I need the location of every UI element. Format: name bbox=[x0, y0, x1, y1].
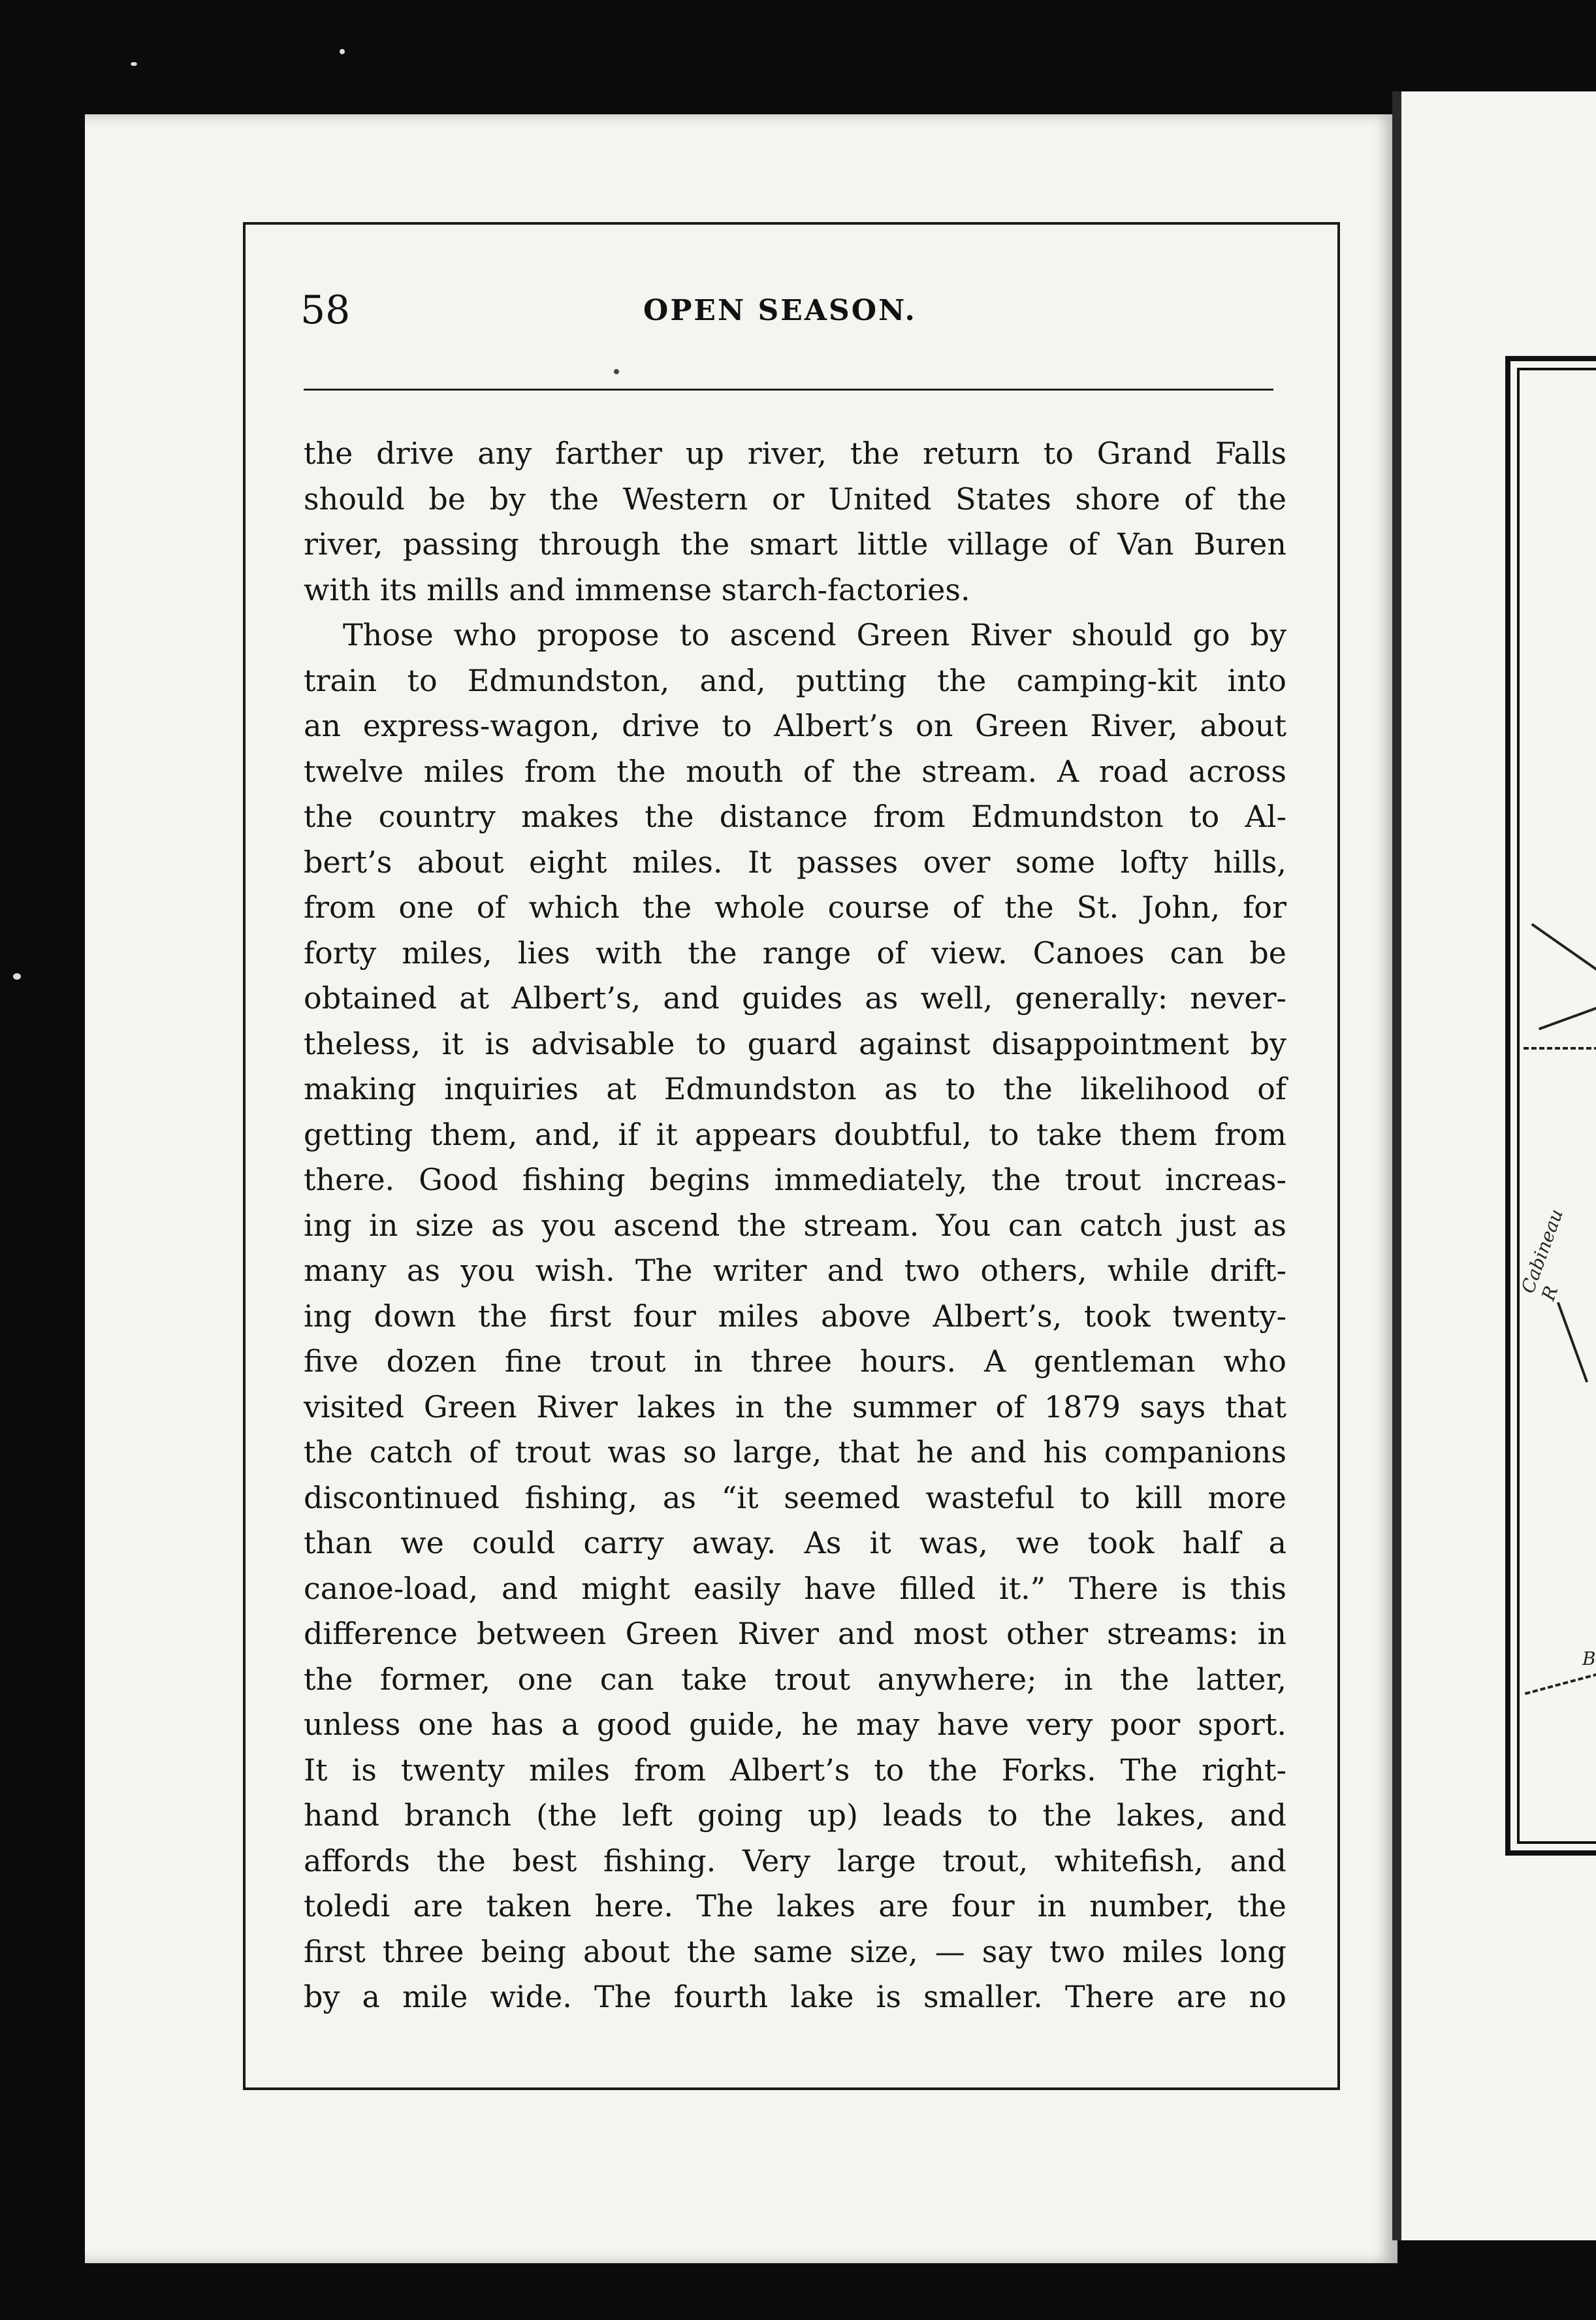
text-line: unless one has a good guide, he may have very poor sport. bbox=[304, 1707, 1286, 1742]
page-header bbox=[300, 287, 1286, 340]
text-line: five dozen fine trout in three hours. A gentleman who bbox=[304, 1344, 1286, 1379]
text-line: first three being about the same size, — say two miles long bbox=[304, 1933, 1286, 1969]
map-river-line bbox=[1539, 1001, 1596, 1031]
text-line: visited Green River lakes in the summer of 1879 says that bbox=[304, 1389, 1286, 1425]
text-line: many as you wish. The writer and two others, while drift- bbox=[304, 1253, 1286, 1288]
header-rule bbox=[304, 389, 1273, 391]
text-line: the former, one can take trout anywhere; in the latter, bbox=[304, 1661, 1286, 1697]
text-line: an express-wagon, drive to Albert’s on Green River, about bbox=[304, 708, 1286, 743]
map-label-b: B bbox=[1582, 1648, 1596, 1669]
body-text bbox=[304, 431, 1286, 2020]
text-line: the country makes the distance from Edmundston to Al- bbox=[304, 799, 1286, 834]
text-line: hand branch (the left going up) leads to the lakes, and bbox=[304, 1797, 1286, 1833]
text-line: the drive any farther up river, the return to Grand Falls bbox=[304, 436, 1286, 471]
scan-speck bbox=[340, 49, 345, 54]
text-line: It is twenty miles from Albert’s to the Forks. The right- bbox=[304, 1752, 1286, 1788]
text-line: from one of which the whole course of the St. John, for bbox=[304, 890, 1286, 925]
text-line: Those who propose to ascend Green River should go by bbox=[343, 617, 1286, 652]
text-line: ing in size as you ascend the stream. You can catch just as bbox=[304, 1207, 1286, 1243]
map-river-line bbox=[1531, 923, 1596, 978]
text-line: making inquiries at Edmundston as to the likelihood of bbox=[304, 1071, 1286, 1106]
map-fragment bbox=[1505, 356, 1596, 1856]
text-line: than we could carry away. As it was, we took half a bbox=[304, 1525, 1286, 1560]
text-line: should be by the Western or United States shore of the bbox=[304, 481, 1286, 517]
text-line: theless, it is advisable to guard against disappointment by bbox=[304, 1025, 1286, 1061]
text-line: difference between Green River and most other streams: in bbox=[304, 1616, 1286, 1651]
text-line: obtained at Albert’s, and guides as well, generally: never- bbox=[304, 980, 1286, 1016]
map-road-line bbox=[1524, 1047, 1596, 1050]
text-line: with its mills and immense starch-factories. bbox=[304, 572, 970, 607]
text-line: toledi are taken here. The lakes are four in number, the bbox=[304, 1888, 1286, 1924]
text-line: discontinued fishing, as “it seemed wasteful to kill more bbox=[304, 1479, 1286, 1515]
scan-speck bbox=[13, 973, 21, 980]
text-line: train to Edmundston, and, putting the camping-kit into bbox=[304, 662, 1286, 698]
running-head: OPEN SEASON. bbox=[643, 294, 917, 327]
text-line: there. Good fishing begins immediately, the trout increas- bbox=[304, 1162, 1286, 1197]
scan-speck bbox=[614, 369, 619, 374]
page-number: 58 bbox=[300, 287, 351, 333]
map-river-line bbox=[1557, 1302, 1588, 1383]
text-line: forty miles, lies with the range of view. Canoes can be bbox=[304, 935, 1286, 971]
text-line: by a mile wide. The fourth lake is smaller. There are no bbox=[304, 1979, 1286, 2014]
text-line: ing down the first four miles above Albert’s, took twenty- bbox=[304, 1298, 1286, 1334]
text-line: twelve miles from the mouth of the stream. A road across bbox=[304, 753, 1286, 789]
text-line: river, passing through the smart little village of Van Buren bbox=[304, 526, 1286, 562]
map-label-river: Cabineau R bbox=[1517, 1206, 1567, 1304]
text-line: affords the best fishing. Very large trout, whitefish, and bbox=[304, 1843, 1286, 1878]
text-line: getting them, and, if it appears doubtful, to take them from bbox=[304, 1116, 1286, 1152]
text-line: bert’s about eight miles. It passes over some lofty hills, bbox=[304, 844, 1286, 880]
scan-speck bbox=[131, 62, 137, 66]
map-boundary-line bbox=[1525, 1669, 1596, 1695]
text-line: canoe-load, and might easily have filled it.” There is this bbox=[304, 1570, 1286, 1606]
text-line: the catch of trout was so large, that he and his companions bbox=[304, 1434, 1286, 1470]
